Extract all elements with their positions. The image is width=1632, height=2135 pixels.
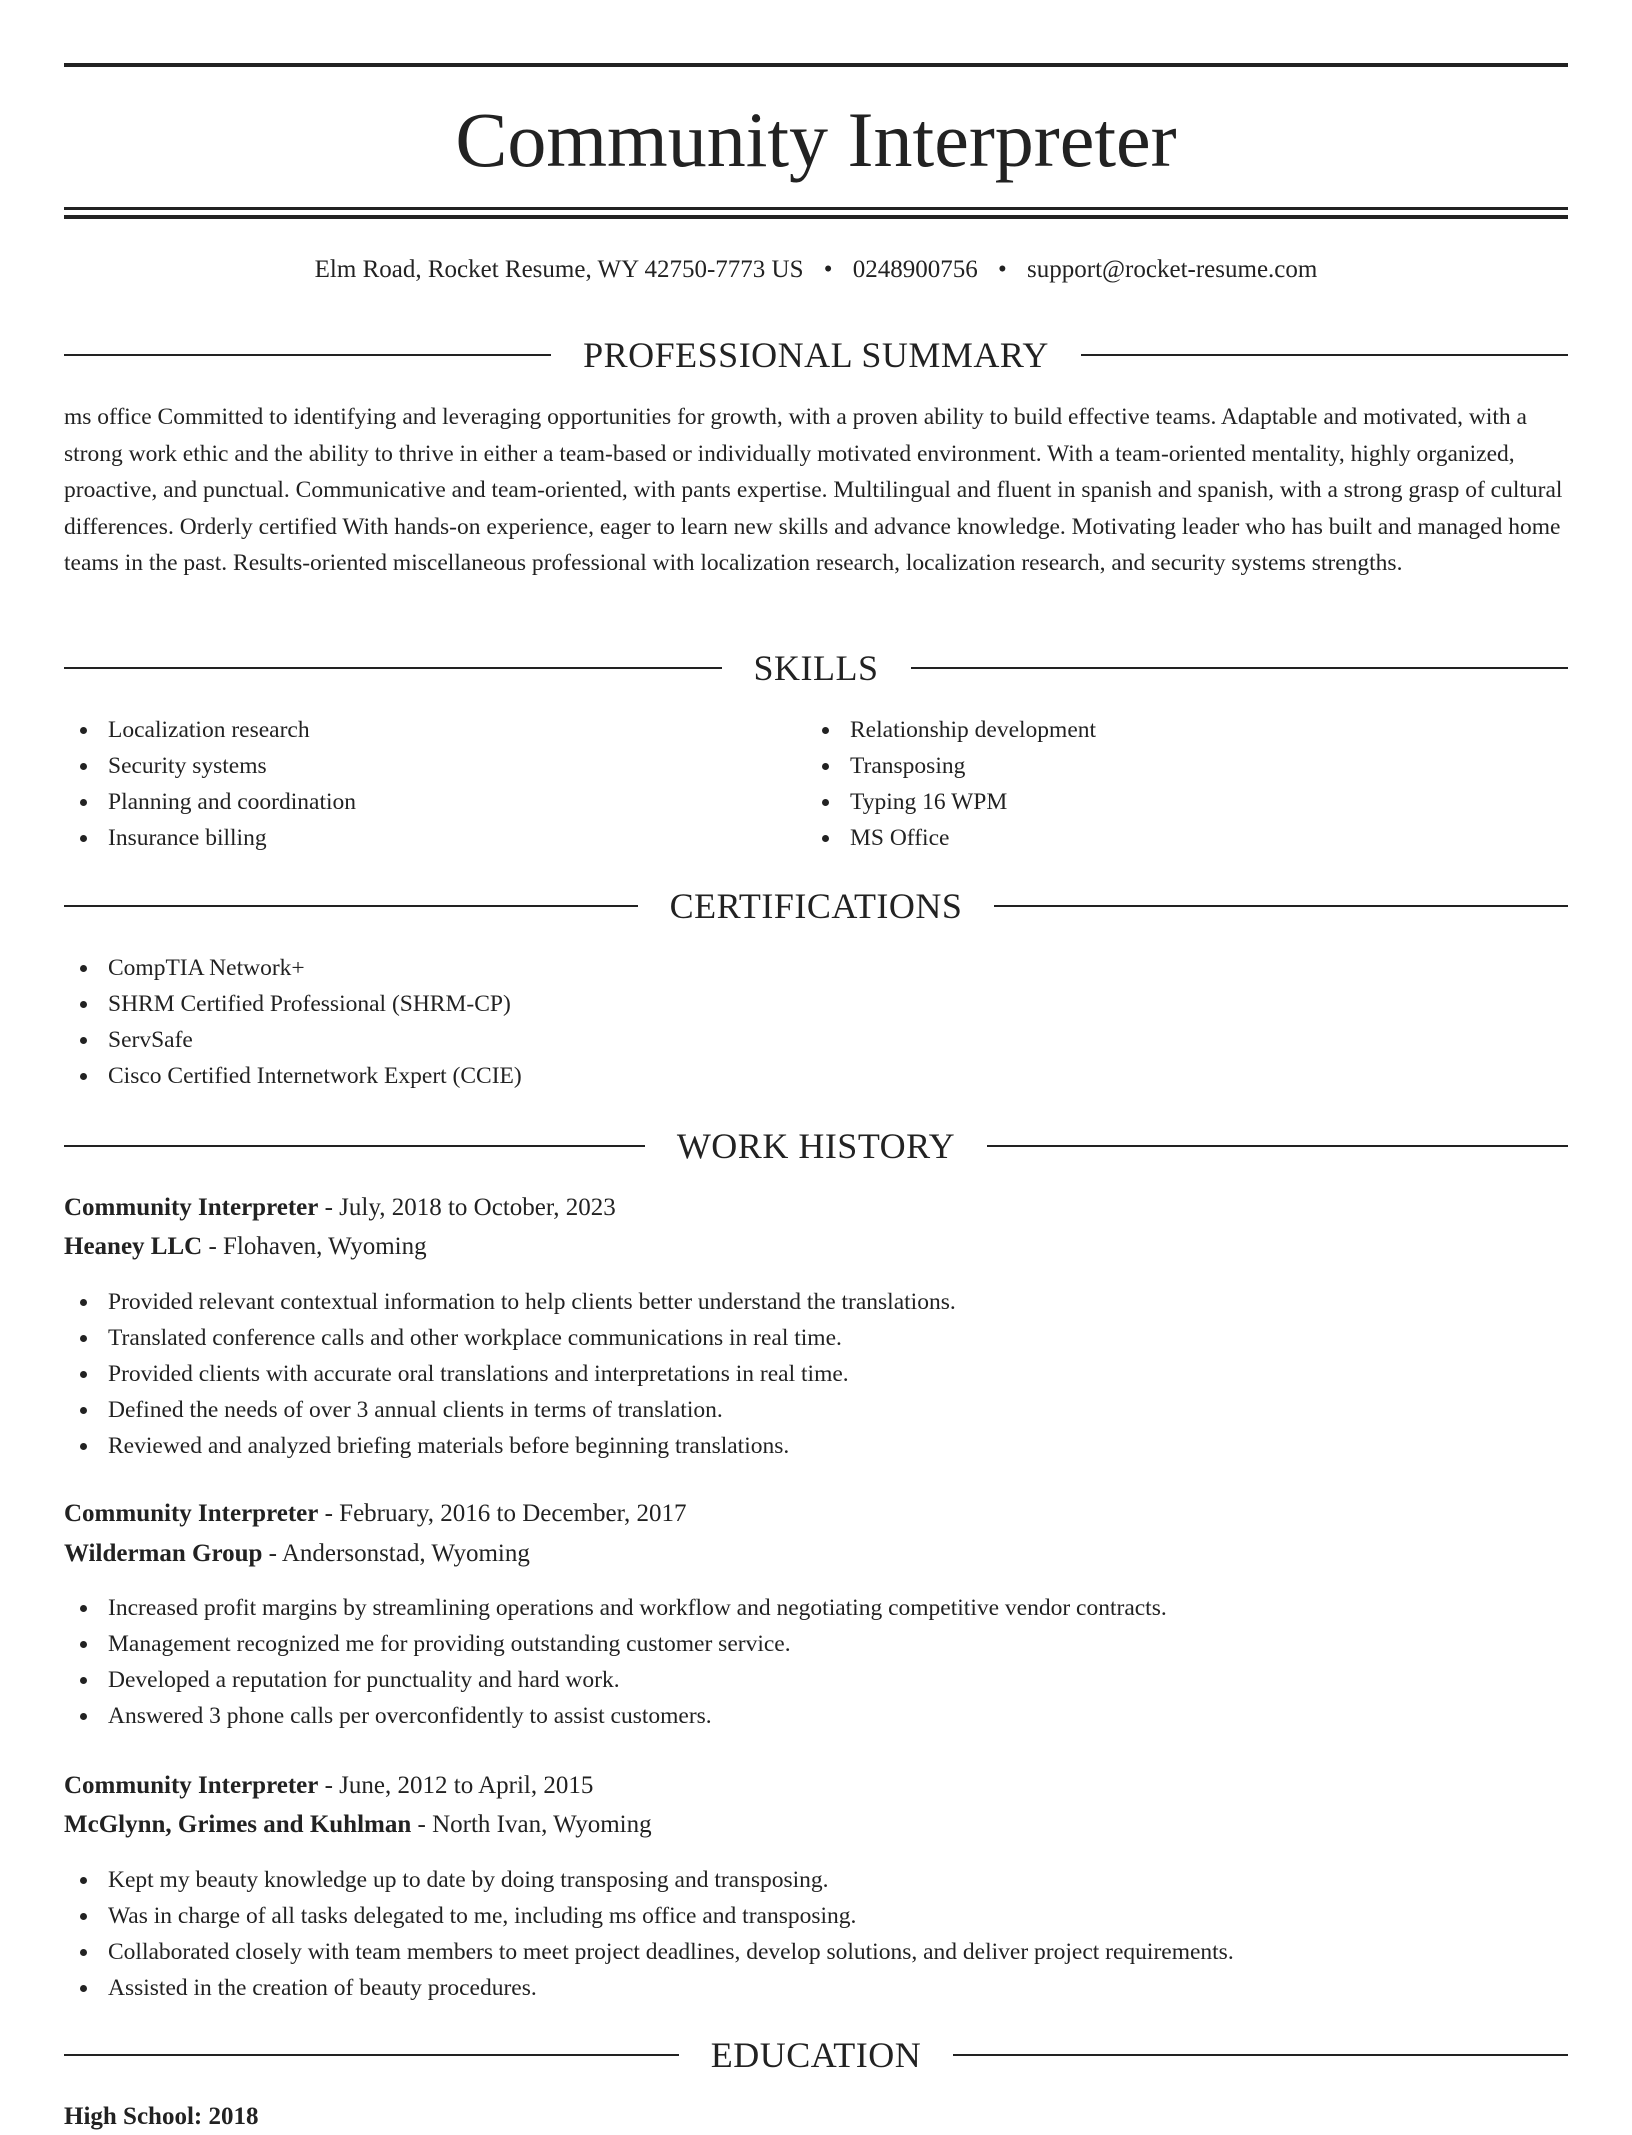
- certification-item: SHRM Certified Professional (SHRM-CP): [64, 986, 522, 1022]
- job-bullets: [64, 1284, 956, 1464]
- contact-email[interactable]: support@rocket-resume.com: [1027, 256, 1318, 283]
- heading-rule: [64, 354, 551, 356]
- job-title-line: [64, 1496, 686, 1532]
- contact-phone[interactable]: 0248900756: [852, 256, 978, 283]
- certifications-list: [64, 950, 522, 1094]
- job-bullet: Management recognized me for providing outstanding customer service.: [64, 1626, 1167, 1662]
- section-heading-work-history: [64, 1124, 1568, 1168]
- job-dates: - July, 2018 to October, 2023: [318, 1194, 616, 1221]
- job-company-line: [64, 1536, 530, 1572]
- contact-address: Elm Road, Rocket Resume, WY 42750-7773 US: [314, 256, 804, 283]
- skills-list-left: [64, 712, 356, 856]
- skill-item: Security systems: [64, 748, 356, 784]
- job-bullet: Collaborated closely with team members to meet project deadlines, develop solutions, and deliver project requirements.: [64, 1934, 1234, 1970]
- skill-item: Planning and coordination: [64, 784, 356, 820]
- job-title: Community Interpreter: [64, 1194, 319, 1221]
- skill-item: MS Office: [806, 820, 1096, 856]
- section-heading-summary: [64, 333, 1568, 377]
- certification-item: ServSafe: [64, 1022, 522, 1058]
- job-dates: - February, 2016 to December, 2017: [318, 1500, 687, 1527]
- heading-rule: [994, 905, 1568, 907]
- skills-list-right: [806, 712, 1096, 856]
- heading-rule: [911, 667, 1569, 669]
- job-title-line: [64, 1768, 593, 1804]
- certification-item: CompTIA Network+: [64, 950, 522, 986]
- job-location: - Andersonstad, Wyoming: [262, 1540, 530, 1567]
- job-company: McGlynn, Grimes and Kuhlman: [64, 1811, 412, 1838]
- job-title: Community Interpreter: [64, 1500, 319, 1527]
- resume-title: Community Interpreter: [455, 96, 1177, 183]
- section-heading-certifications: [64, 884, 1568, 928]
- contact-separator: •: [823, 256, 833, 283]
- skill-item: Transposing: [806, 748, 1096, 784]
- job-bullet: Translated conference calls and other workplace communications in real time.: [64, 1320, 956, 1356]
- skill-item: Typing 16 WPM: [806, 784, 1096, 820]
- job-dates: - June, 2012 to April, 2015: [318, 1772, 594, 1799]
- heading-rule: [64, 2054, 679, 2056]
- job-bullet: Assisted in the creation of beauty procedures.: [64, 1970, 1234, 2006]
- heading-rule: [953, 2054, 1568, 2056]
- section-heading-skills: [64, 646, 1568, 690]
- job-bullet: Increased profit margins by streamlining operations and workflow and negotiating competitive vendor contracts.: [64, 1590, 1167, 1626]
- section-heading-label: CERTIFICATIONS: [669, 886, 963, 926]
- job-bullet: Developed a reputation for punctuality and hard work.: [64, 1662, 1167, 1698]
- section-heading-education: [64, 2033, 1568, 2077]
- job-bullet: Provided clients with accurate oral translations and interpretations in real time.: [64, 1356, 956, 1392]
- skill-item: Relationship development: [806, 712, 1096, 748]
- contact-line: [64, 254, 1568, 286]
- header-double-rule: [64, 207, 1568, 219]
- contact-separator: •: [998, 256, 1007, 283]
- job-bullet: Defined the needs of over 3 annual clients in terms of translation.: [64, 1392, 956, 1428]
- heading-rule: [64, 905, 638, 907]
- job-bullets: [64, 1862, 1234, 2006]
- job-bullet: Provided relevant contextual information to help clients better understand the translations.: [64, 1284, 956, 1320]
- section-heading-label: EDUCATION: [710, 2035, 922, 2075]
- job-bullets: [64, 1590, 1167, 1734]
- summary-text: ms office Committed to identifying and leveraging opportunities for growth, with a proven ability to build effective teams. Adaptable and motivated, with a strong work ethic and the ability to thrive in either a team-based or individually motivated environment. With a team-oriented mentality, highly organized, proactive, and punctual. Communicative and team-oriented, with pants expertise. Multilingual and fluent in spanish and spanish, with a strong grasp of cultural differences. Orderly certified With hands-on experience, eager to learn new skills and advance knowledge. Motivating leader who has built and managed home teams in the past. Results-oriented miscellaneous professional with localization research, localization research, and security systems strengths.: [64, 404, 1563, 577]
- heading-rule: [64, 1145, 645, 1147]
- skill-item: Insurance billing: [64, 820, 356, 856]
- job-location: - North Ivan, Wyoming: [411, 1811, 652, 1838]
- job-bullet: Kept my beauty knowledge up to date by doing transposing and transposing.: [64, 1862, 1234, 1898]
- header-top-rule: [64, 63, 1568, 67]
- section-heading-label: WORK HISTORY: [676, 1126, 956, 1166]
- job-bullet: Reviewed and analyzed briefing materials before beginning translations.: [64, 1428, 956, 1464]
- job-company: Wilderman Group: [64, 1540, 263, 1567]
- heading-rule: [987, 1145, 1568, 1147]
- job-title-line: [64, 1190, 616, 1226]
- job-bullet: Was in charge of all tasks delegated to me, including ms office and transposing.: [64, 1898, 1234, 1934]
- section-heading-label: SKILLS: [753, 648, 879, 688]
- job-title: Community Interpreter: [64, 1772, 319, 1799]
- skill-item: Localization research: [64, 712, 356, 748]
- job-company-line: [64, 1229, 427, 1265]
- job-company-line: [64, 1807, 652, 1843]
- section-heading-label: PROFESSIONAL SUMMARY: [583, 335, 1049, 375]
- job-location: - Flohaven, Wyoming: [202, 1233, 427, 1260]
- certification-item: Cisco Certified Internetwork Expert (CCIE): [64, 1058, 522, 1094]
- education-entry: High School: 2018: [64, 2103, 259, 2130]
- heading-rule: [1081, 354, 1568, 356]
- job-company: Heaney LLC: [64, 1233, 203, 1260]
- heading-rule: [64, 667, 722, 669]
- education-entry-partial: [64, 2099, 258, 2135]
- job-bullet: Answered 3 phone calls per overconfidently to assist customers.: [64, 1698, 1167, 1734]
